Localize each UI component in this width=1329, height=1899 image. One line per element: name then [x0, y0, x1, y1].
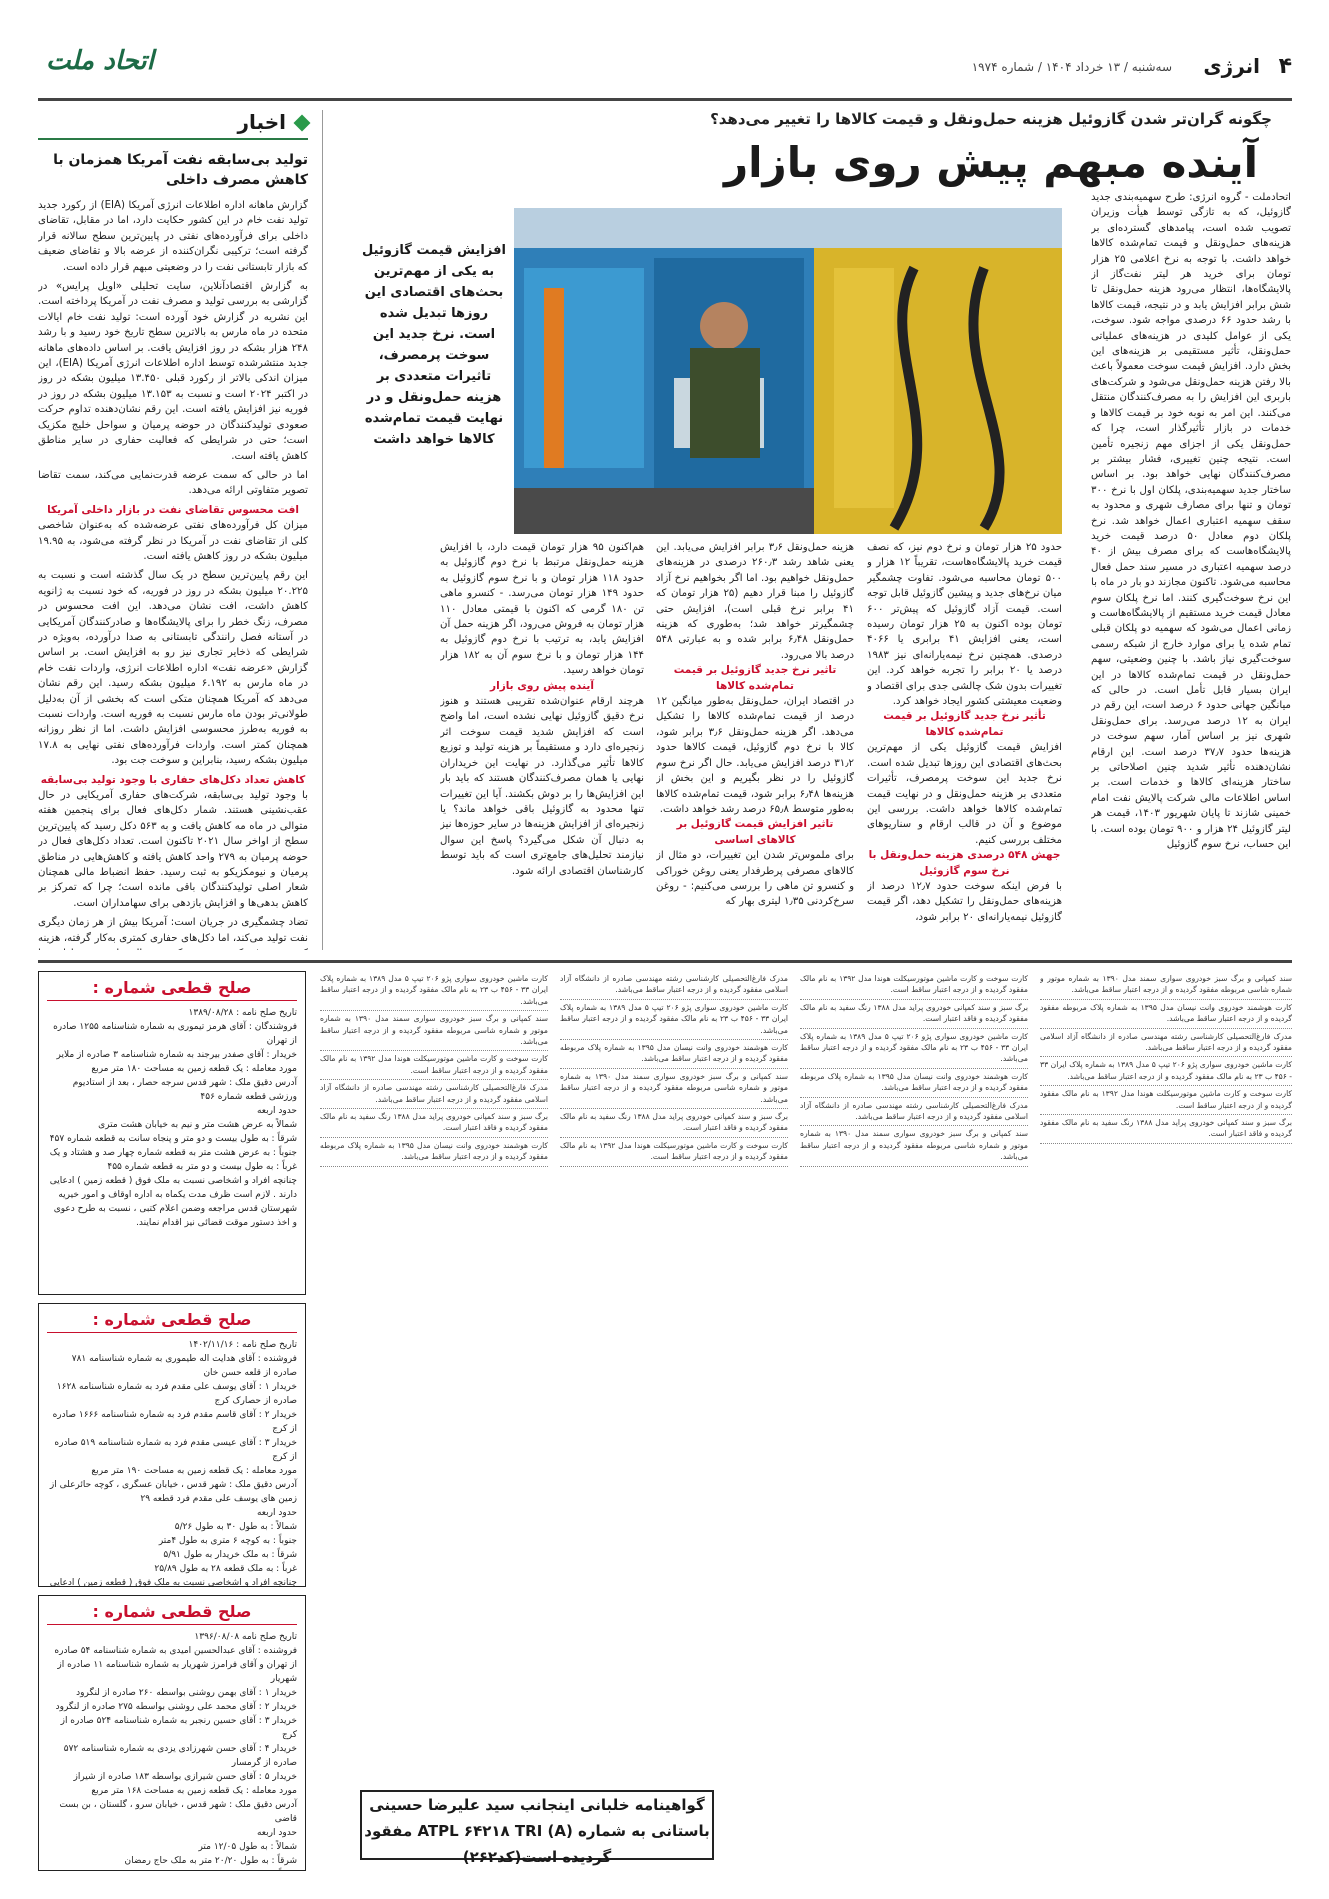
ad-item: کارت ماشین خودروی سواری پژو ۲۰۶ تیپ ۵ مدل ۱۳۸۹ به شماره پلاک ایران ۳۳ - ۴۵۶ ب ۲۳ به نام مالک مفقود گردیده و از درجه اعتبار ساقط می‌باشد. [320, 971, 548, 1011]
article-paragraph: افزایش قیمت گازوئیل یکی از مهم‌ترین بحث‌های اقتصادی این روزها تبدیل شده است. نرخ جدید این سوخت پرمصرف، تأثیرات متعددی بر هزینه حمل‌ونقل و در نهایت قیمت تمام‌شده کالاها خواهد داشت. بررسی این موضوع و آن در قالب ارقام و سناریوهای مختلف بررسی کنیم. [867, 742, 1062, 846]
article-paragraph: حدود ۲۵ هزار تومان و نرخ دوم نیز، که نصف قیمت خرید پالایشگاه‌هاست، تقریباً ۱۲ هزار و ۵۰۰ تومان محاسبه می‌شود. تفاوت چشمگیر میان نرخ‌های جدید و پیشین گازوئیل قابل توجه است. قیمت آزاد گازوئیل که پیش‌تر ۶۰۰ تومان بوده اکنون به ۲۵ هزار تومان رسیده است، یعنی افزایش ۴۱ برابری یا ۴۰۶۶ درصدی. همچنین نرخ نیمه‌یارانه‌ای نیز ۱۹۸۳ درصد یا ۲۰ برابر را تجربه خواهد کرد. این تغییرات بدون شک چالشی جدی برای اقتصاد و وضعیت معیشتی کشور ایجاد خواهد کرد. [867, 542, 1062, 708]
verdict-title: صلح قطعی شماره : [47, 1310, 297, 1333]
verdict-line: جنوباً : به کوچه ۶ متری به طول ۴متر [158, 1536, 297, 1546]
ad-item: برگ سبز و سند کمپانی خودروی پراید مدل ۱۳۸۸ رنگ سفید به نام مالک مفقود گردیده و فاقد اعتبار است. [800, 1000, 1028, 1029]
article-paragraph: هم‌اکنون ۹۵ هزار تومان قیمت دارد، با افزایش هزینه حمل‌ونقل مرتبط با نرخ دوم گازوئیل به حدود ۱۱۸ هزار تومان و با نرخ سوم گازوئیل به حدود ۱۴۹ هزار تومان می‌رسد. - کنسرو ماهی تن ۱۸۰ گرمی که اکنون با قیمتی معادل ۱۱۰ هزار تومان به فروش می‌رود، اگر هزینه حمل آن افزایش یابد، به ترتیب با نرخ دوم گازوئیل به ۱۴۴ هزار تومان و با نرخ سوم آن به ۱۸۲ هزار تومان خواهد رسید. [440, 542, 644, 677]
masthead-logo: اتحاد ملت [46, 46, 154, 76]
article-subhead: تأثیر نرخ جدید گازوئیل بر قیمت تمام‌شده کالاها [883, 710, 1046, 738]
verdict-line: شرقاً : به طول ۲۰/۲۰ متر به ملک حاج رمضان [124, 1856, 297, 1866]
verdict-line: خریدار ۴ : آقای حسن شهرزادی یزدی به شماره شناسنامه ۵۷۲ صادره از گرمسار [63, 1744, 297, 1768]
verdict-line: حدود اربعه [256, 1106, 297, 1116]
news-subhead: کاهش تعداد دکل‌های حفاری با وجود تولید بی‌سابقه [40, 773, 306, 786]
column-divider [322, 110, 323, 950]
verdict-line: مورد معامله : یک قطعه زمین به مساحت ۱۸۰ متر مربع [91, 1064, 297, 1074]
page-header [38, 40, 1292, 101]
article-subhead: آینده پیش روی بازار [490, 679, 594, 692]
article-column-4 [440, 540, 644, 952]
ad-item: کارت هوشمند خودروی وانت نیسان مدل ۱۳۹۵ به شماره پلاک مربوطه مفقود گردیده و از درجه اعتبار ساقط می‌باشد. [1040, 1000, 1292, 1029]
verdict-line: شرقاً : به طول بیست و دو متر و پنجاه سانت به قطعه شماره ۴۵۷ [49, 1134, 297, 1144]
pull-quote: افزایش قیمت گازوئیل به یکی از مهم‌ترین بحث‌های اقتصادی این روزها تبدیل شده است. نرخ جدید این سوخت پرمصرف، تاثیرات متعددی بر هزینه حمل‌ونقل و در نهایت قیمت تمام‌شده کالاها خواهد داشت [362, 243, 506, 447]
article-photo [514, 208, 1062, 534]
verdict-line: خریدار ۵ : آقای حسن شیرازی بواسطه ۱۸۳ صادره از شیراز [73, 1772, 297, 1782]
verdict-line: آدرس دقیق ملک : شهر قدس ، خیابان سرو ، گلستان ، بن بست قاضی [59, 1800, 297, 1824]
verdict-line: خریدار ۲ : آقای قاسم مقدم فرد به شماره شناسنامه ۱۶۶۶ صادره از کرج [52, 1410, 297, 1434]
news-paragraph: به گزارش اقتصادآنلاین، سایت تحلیلی «اویل پرایس» در گزارشی به بررسی تولید و مصرف نفت در آمریکا پرداخته است. این نشریه در گزارش خود آورده است: تولید نفت خام ایالات متحده در ماه مارس به بالاترین سطح تاریخ خود رسید و با رشد ۲۴۸ هزار بشکه در روز افزایش یافت. بر اساس داده‌های ماهانه جدید منتشرشده توسط اداره اطلاعات انرژی آمریکا (EIA)، این میزان اندکی بالاتر از رکورد قبلی ۱۳.۴۵۰ میلیون بشکه در روز در اکتبر ۲۰۲۴ است و نسبت به ۱۳.۱۵۳ میلیون بشکه در روز در فوریه نیز افزایش یافته است. این رقم نشان‌دهنده تداوم حرکت صعودی تولیدکنندگان در حوضه پرمیان و سواحل خلیج مکزیک است؛ حتی در شرایطی که فعالیت حفاری در سایر مناطق کاهش یافته است. [38, 281, 308, 462]
article-paragraph: برای ملموس‌تر شدن این تغییرات، دو مثال از کالاهای مصرفی پرطرفدار یعنی روغن خوراکی و کنسرو تن ماهی را بررسی می‌کنیم: - روغن سرخ‌کردنی ۱٫۳۵ لیتری بهار که [656, 850, 854, 908]
article-subhead: تاثیر نرخ جدید گازوئیل بر قیمت تمام‌شده کالاها [673, 664, 837, 692]
verdict-column [38, 971, 306, 1871]
verdict-line: غرباً : به طول بیست و دو متر به قطعه شماره ۴۵۵ [107, 1162, 297, 1172]
verdict-line: فروشندگان : آقای هرمز تیموری به شماره شناسنامه ۱۲۵۵ صادره از تهران [53, 1022, 297, 1046]
ads-column [560, 971, 788, 1751]
article-paragraph: در اقتصاد ایران، حمل‌ونقل به‌طور میانگین ۱۲ درصد از قیمت تمام‌شده کالاها را تشکیل می‌دهد. اگر هزینه حمل‌ونقل ۳٫۶ برابر شود، کالا با نرخ دوم گازوئیل، قیمت کالاها حدود ۳۱٫۲ درصد افزایش می‌یابد. حال اگر نرخ سوم گازوئیل را در نظر بگیریم و این بخش از هزینه‌ها ۶٫۴۸ برابر شود، قیمت تمام‌شده کالاها به‌طور متوسط ۶۵٫۸ درصد رشد خواهد داشت. [656, 696, 854, 815]
verdict-line: حدود اربعه [256, 1828, 297, 1838]
verdict-line: شمالاً به عرض هشت متر و نیم به خیابان هشت متری [98, 1120, 297, 1130]
news-paragraph: با وجود تولید بی‌سابقه، شرکت‌های حفاری آمریکایی در حال عقب‌نشینی هستند. شمار دکل‌های فعال برای پنجمین هفته متوالی در ماه مه کاهش یافت و به ۵۶۳ دکل رسید که پایین‌ترین سطح از اواخر سال ۲۰۲۱ تاکنون است. تعداد دکل‌های فعال در حوضه پرمیان به ۲۷۹ واحد کاهش یافته و کاهش‌هایی در مناطق پرمیان و نیومکزیکو به ثبت رسید. حفظ انضباط مالی همچنان شعار اصلی تولیدکنندگان باقی مانده است؛ چرا که تمرکز بر کاهش بدهی‌ها و افزایش بازدهی برای سهامداران است. [38, 790, 308, 909]
verdict-line: خریدار ۱ : آقای بهمن روشنی بواسطه ۲۶۰ صادره از لنگرود [76, 1688, 297, 1698]
fuel-station-photo [514, 208, 1062, 534]
ad-item: مدرک فارغ‌التحصیلی کارشناسی رشته مهندسی صادره از دانشگاه آزاد اسلامی مفقود گردیده و از درجه اعتبار ساقط می‌باشد. [560, 971, 788, 1000]
article-subhead: جهش ۵۴۸ درصدی هزینه حمل‌ونقل با نرخ سوم گازوئیل [868, 849, 1061, 877]
ad-item: کارت ماشین خودروی سواری پژو ۲۰۶ تیپ ۵ مدل ۱۳۸۹ به شماره پلاک ایران ۳۳ - ۴۵۶ ب ۲۳ به نام مالک مفقود گردیده و از درجه اعتبار ساقط می‌باشد. [800, 1029, 1028, 1069]
verdict-line: خریدار ۲ : آقای محمد علی روشنی بواسطه ۲۷۵ صادره از لنگرود [55, 1702, 297, 1712]
verdict-line: حدود اربعه [256, 1508, 297, 1518]
verdict-line: مورد معامله : یک قطعه زمین به مساحت ۱۹۰ متر مربع [91, 1466, 297, 1476]
verdict-line [47, 1868, 297, 1871]
article-paragraph: هرچند ارقام عنوان‌شده تقریبی هستند و هنوز نرخ دقیق گازوئیل نهایی نشده است، اما واضح است که افزایش شدید قیمت سوخت اثر زنجیره‌ای دارد و مستقیماً بر هزینه تولید و توزیع کالاها تأثیر می‌گذارد. در نهایت این خریداران نهایی یا همان مصرف‌کنندگان هستند که باید بار این افزایش‌ها را بر دوش بکشند. آیا این تغییرات تنها محدود به گازوئیل باقی خواهد ماند؟ یا زنجیره‌ای از افزایش هزینه‌ها در سایر حوزه‌ها نیز به دنبال آن شکل می‌گیرد؟ پاسخ این سوال نیازمند تحلیل‌های جامع‌تری است که باید توسط کارشناسان اقتصادی ارائه شود. [440, 696, 644, 877]
ad-item: کارت هوشمند خودروی وانت نیسان مدل ۱۳۹۵ به شماره پلاک مربوطه مفقود گردیده و از درجه اعتبار ساقط می‌باشد. [800, 1069, 1028, 1098]
news-section-title: اخبار [237, 110, 286, 134]
ad-item: سند کمپانی و برگ سبز خودروی سواری سمند مدل ۱۳۹۰ به شماره موتور و شماره شاسی مربوطه مفقود گردیده و از درجه اعتبار ساقط می‌باشد. [320, 1011, 548, 1051]
classified-ads-section [38, 960, 1292, 1866]
issue-info: سه‌شنبه / ۱۳ خرداد ۱۴۰۴ / شماره ۱۹۷۴ [971, 60, 1172, 74]
ad-item: برگ سبز و سند کمپانی خودروی پراید مدل ۱۳۸۸ رنگ سفید به نام مالک مفقود گردیده و فاقد اعتبار است. [1040, 1115, 1292, 1144]
news-subhead: افت محسوس تقاضای نفت در بازار داخلی آمریکا [47, 503, 299, 516]
verdict-line: تاریخ صلح نامه ۱۳۹۶/۰۸/۰۸ [194, 1632, 297, 1642]
ads-column [320, 971, 548, 1751]
ad-item: کارت سوخت و کارت ماشین موتورسیکلت هوندا مدل ۱۳۹۲ به نام مالک مفقود گردیده و از درجه اعتبار ساقط است. [1040, 1086, 1292, 1115]
ad-item: مدرک فارغ‌التحصیلی کارشناسی رشته مهندسی صادره از دانشگاه آزاد اسلامی مفقود گردیده و از درجه اعتبار ساقط می‌باشد. [320, 1080, 548, 1109]
ad-item: برگ سبز و سند کمپانی خودروی پراید مدل ۱۳۸۸ رنگ سفید به نام مالک مفقود گردیده و فاقد اعتبار است. [560, 1109, 788, 1138]
page-number: ۴ [1278, 54, 1292, 79]
verdict-line: غرباً : به ملک قطعه ۲۸ به طول ۲۵/۸۹ [154, 1564, 297, 1574]
verdict-line: آدرس دقیق ملک : شهر قدس سرجه حصار ، بعد از استادیوم ورزشی قطعه شماره ۴۵۶ [72, 1078, 297, 1102]
verdict-box [38, 1595, 306, 1871]
ad-item: کارت ماشین خودروی سواری پژو ۲۰۶ تیپ ۵ مدل ۱۳۸۹ به شماره پلاک ایران ۳۳ - ۴۵۶ ب ۲۳ به نام مالک مفقود گردیده و از درجه اعتبار ساقط می‌باشد. [560, 1000, 788, 1040]
verdict-line: مورد معامله : یک قطعه زمین به مساحت ۱۶۸ متر مربع [91, 1786, 297, 1796]
article-paragraph: هزینه حمل‌ونقل ۳٫۶ برابر افزایش می‌یابد. این یعنی شاهد رشد ۲۶۰٫۳ درصدی در هزینه‌های حمل‌ونقل خواهیم بود. اما اگر بخواهیم نرخ آزاد گازوئیل را مبنا قرار دهیم (۲۵ هزار تومان که ۴۱ برابر نرخ قبلی است)، افزایش حتی چشمگیرتر خواهد شد؛ به‌طوری که هزینه حمل‌ونقل ۶٫۴۸ برابر شده و به عبارتی ۵۴۸ درصد بالا می‌رود. [656, 542, 854, 661]
verdict-line: شرقاً : به ملک خریدار به طول ۵/۹۱ [163, 1550, 297, 1560]
diamond-icon [294, 115, 311, 132]
verdict-line: آدرس دقیق ملک : شهر قدس ، خیابان عسگری ، کوچه حائرعلی از زمین های یوسف علی مقدم فرد قطعه ۲۹ [49, 1480, 297, 1504]
ad-item: مدرک فارغ‌التحصیلی کارشناسی رشته مهندسی صادره از دانشگاه آزاد اسلامی مفقود گردیده و از درجه اعتبار ساقط می‌باشد. [800, 1098, 1028, 1127]
verdict-line: فروشنده : آقای هدایت اله طیموری به شماره شناسنامه ۷۸۱ صادره از قلعه حسن خان [71, 1354, 297, 1378]
article-column-3 [656, 540, 854, 952]
news-paragraph: میزان کل فرآورده‌های نفتی عرضه‌شده که به‌عنوان شاخصی کلی از تقاضای نفت در آمریکا در نظر گرفته می‌شود، به ۱۹.۹۵ میلیون بشکه در روز کاهش یافته است. [38, 520, 308, 562]
article-headline: آینده مبهم پیش روی بازار [723, 138, 1259, 187]
news-paragraph: گزارش ماهانه اداره اطلاعات انرژی آمریکا (EIA) از رکورد جدید تولید نفت خام در این کشور حکایت دارد، اما در مقابل، تقاضای داخلی برای فرآورده‌های نفتی در پایین‌ترین سطح سالانه قرار گرفته است؛ ترکیبی نگران‌کننده از عرضه بالا و تقاضای ضعیف که بازار تابستانی نفت را در وضعیتی مبهم قرار داده است. [38, 200, 308, 273]
ad-item: مدرک فارغ‌التحصیلی کارشناسی رشته مهندسی صادره از دانشگاه آزاد اسلامی مفقود گردیده و از درجه اعتبار ساقط می‌باشد. [1040, 1029, 1292, 1058]
verdict-title: صلح قطعی شماره : [47, 978, 297, 1001]
verdict-line: تاریخ صلح نامه : ۱۴۰۲/۱۱/۱۶ [188, 1340, 297, 1350]
verdict-line: شمالاً : به طول ۳۰ به طول ۵/۲۶ [174, 1522, 297, 1532]
verdict-line: چنانچه افراد و اشخاصی نسبت به ملک فوق ( قطعه زمین ) ادعایی [49, 1578, 297, 1587]
verdict-line: چنانچه افراد و اشخاصی نسبت به ملک فوق ( قطعه زمین ) ادعایی دارند . لازم است ظرف مدت یکماه به اداره اوقاف و امور خیریه شهرستان قدس مراجعه وضمن اعلام کتبی ، نسبت به طرح دعوی و اخذ دستور موقت قضائی نیز اقدام نمایند. [49, 1176, 297, 1228]
lost-license-notice: گواهینامه خلبانی اینجانب سید علیرضا حسینی باستانی به شماره (ATPL ۶۴۲۱۸ TRI (A مفقود گردیده است(کد۲۶۲) [360, 1790, 714, 1860]
verdict-line: شمالاً : به طول ۱۲/۰۵ متر [198, 1842, 297, 1852]
verdict-line: جنوباً : به عرض هشت متر به قطعه شماره چهار صد و هشتاد و یک [49, 1148, 297, 1158]
ad-item: سند کمپانی و برگ سبز خودروی سواری سمند مدل ۱۳۹۰ به شماره موتور و شماره شاسی مربوطه مفقود گردیده و از درجه اعتبار ساقط می‌باشد. [800, 1126, 1028, 1166]
verdict-line: خریدار ۳ : آقای عیسی مقدم فرد به شماره شناسنامه ۵۱۹ صادره از کرج [54, 1438, 297, 1462]
section-name: انرژی [1203, 54, 1260, 78]
news-paragraph: اما در حالی که سمت عرضه قدرت‌نمایی می‌کند، سمت تقاضا تصویر متفاوتی ارائه می‌دهد. [38, 469, 308, 497]
verdict-line: خریدار ۳ : آقای حسین رنجبر به شماره شناسنامه ۵۲۴ صادره از کرج [60, 1716, 297, 1740]
news-body [38, 198, 308, 950]
ad-item: کارت سوخت و کارت ماشین موتورسیکلت هوندا مدل ۱۳۹۲ به نام مالک مفقود گردیده و از درجه اعتبار ساقط است. [800, 971, 1028, 1000]
news-paragraph: این رقم پایین‌ترین سطح در یک سال گذشته است و نسبت به ۲۰.۲۲۵ میلیون بشکه در روز در فوریه، که خود نسبت به ژانویه کاهش داشت، افت نشان می‌دهد. این افت محسوس در مصرف، زنگ خطر را برای پالایشگاه‌ها و صادرکنندگان آمریکایی در آستانه فصل رانندگی تابستانی به صدا درآورده، به‌ویژه در شرایطی که ذخایر تجاری نیز رو به افزایش است. بر اساس گزارش «عرضه نفت» اداره اطلاعات انرژی، واردات نفت خام در ماه مارس به ۶.۱۹۲ میلیون بشکه رسید. این رقم نشان می‌دهد که آمریکا همچنان متکی است که بخشی از آن به‌دلیل طولانی‌تر بودن ماه مارس نسبت به فوریه است. واردات نسبت به فوریه به‌طرز محسوسی افزایش داشت. اما از نظر روزانه همچنان کمتر است. واردات فرآورده‌های نفتی نهایی به ۱۷.۸ میلیون بشکه رسید، بنابراین و سوخت جت بود. [38, 570, 308, 767]
ad-item: کارت ماشین خودروی سواری پژو ۲۰۶ تیپ ۵ مدل ۱۳۸۹ به شماره پلاک ایران ۳۳ - ۴۵۶ ب ۲۳ به نام مالک مفقود گردیده و از درجه اعتبار ساقط می‌باشد. [1040, 1057, 1292, 1086]
ad-item: سند کمپانی و برگ سبز خودروی سواری سمند مدل ۱۳۹۰ به شماره موتور و شماره شاسی مربوطه مفقود گردیده و از درجه اعتبار ساقط می‌باشد. [560, 1069, 788, 1109]
ads-column [800, 971, 1028, 1851]
news-section-header [38, 110, 308, 140]
article-column-2 [867, 540, 1062, 952]
ads-column [1040, 971, 1292, 1851]
verdict-line: فروشنده : آقای عبدالحسین امیدی به شماره شناسنامه ۵۴ صادره از تهران و آقای فرامرز شهریار به شماره شناسنامه ۱۱ صادره از شهریار [54, 1646, 297, 1684]
verdict-line: خریدار : آقای صفدر بیرجند به شماره شناسنامه ۳ صادره از ملایر [56, 1050, 297, 1060]
verdict-line: تاریخ صلح نامه : ۱۳۸۹/۰۸/۲۸ [188, 1008, 297, 1018]
news-headline: تولید بی‌سابقه نفت آمریکا همزمان با کاهش مصرف داخلی [53, 152, 308, 188]
ad-item: کارت هوشمند خودروی وانت نیسان مدل ۱۳۹۵ به شماره پلاک مربوطه مفقود گردیده و از درجه اعتبار ساقط می‌باشد. [560, 1040, 788, 1069]
article-column-1: اتحادملت - گروه انرژی: طرح سهمیه‌بندی جدید گازوئیل، که به تازگی توسط هیأت وزیران تصویب شده است، پیامدهای گسترده‌ای بر هزینه‌های حمل‌ونقل و قیمت تمام‌شده کالاها خواهد داشت. با توجه به نرخ اعلامی ۲۵ هزار تومان برای خرید هر لیتر نفت‌گاز از پالایشگاه‌ها، انتظار می‌رود هزینه حمل‌ونقل تا شش برابر افزایش یابد و در نتیجه، قیمت کالاها با رشد حدود ۶۶ درصدی مواجه شود. سوخت، یکی از عوامل کلیدی در هزینه‌های عملیاتی حمل‌ونقل، تأثیر مستقیمی بر هزینه‌های این بخش دارد. افزایش قیمت سوخت معمولاً باعث بالا رفتن هزینه حمل‌ونقل می‌شود و شرکت‌های باربری این افزایش را به مصرف‌کنندگان منتقل می‌کنند. این امر به نوبه خود بر قیمت کالاها و خدمات در بازار تأثیرگذار است، چرا که حمل‌ونقل یکی از اجزای مهم زنجیره تأمین است. نتیجه چنین تغییری، فشار بیشتر بر مصرف‌کنندگان نهایی خواهد بود. بر اساس ساختار جدید سهمیه‌بندی، پلکان اول با نرخ ۳۰۰ تومان و تنها برای مصارف شهری و محدود به سقف سهمیه اعتباری اعمال خواهد شد. نرخ پلکان دوم معادل ۵۰ درصد قیمت خرید پالایشگاه‌هاست که برای مصرف بیش از ۴۰ درصد سهمیه اعتباری در مسیر سند حمل فعال محاسبه می‌شود. تاکنون مجازند دو بار در ماه با این نرخ سوخت‌گیری کنند. اما نرخ پلکان سوم معادل قیمت خرید مستقیم از پالایشگاه‌هاست و زمانی اعمال می‌شود که سهمیه دو پلکان قبلی تمام شده یا برای موارد خارج از شبکه رسمی سوخت‌گیری نیاز باشد. با چنین وضعیتی، سهم حمل‌ونقل در قیمت تمام‌شده کالاها در این ایران بسیار قابل تأمل است. در حالی که میانگین جهانی حدود ۶ درصد است، این رقم در ایران به ۱۲ درصد می‌رسد. برای حمل‌ونقل شهری نیز بر اساس آمار، سهم سوخت در هزینه‌ها حدود ۳۷٫۷ درصد است. این ارقام نشان‌دهنده تأثیر شدید چنین اصلاحاتی بر ساختار هزینه‌ای کالاها و خدمات است. بر اساس اطلاعات مالی شرکت پالایش نفت امام خمینی شازند تا پایان شهریور ۱۴۰۳، قیمت هر لیتر گازوئیل ۲۴ هزار و ۹۰۰ تومان بوده است. با این حساب، نرخ سوم گازوئیل [1091, 192, 1291, 851]
ad-item: کارت سوخت و کارت ماشین موتورسیکلت هوندا مدل ۱۳۹۲ به نام مالک مفقود گردیده و از درجه اعتبار ساقط است. [560, 1138, 788, 1167]
verdict-title: صلح قطعی شماره : [47, 1602, 297, 1625]
news-paragraph: تضاد چشمگیری در جریان است: آمریکا بیش از هر زمان دیگری نفت تولید می‌کند، اما دکل‌های حفاری کمتری به‌کار گرفته، هزینه [38, 917, 308, 944]
ad-item: کارت هوشمند خودروی وانت نیسان مدل ۱۳۹۵ به شماره پلاک مربوطه مفقود گردیده و از درجه اعتبار ساقط می‌باشد. [320, 1138, 548, 1167]
ad-item: برگ سبز و سند کمپانی خودروی پراید مدل ۱۳۸۸ رنگ سفید به نام مالک مفقود گردیده و فاقد اعتبار است. [320, 1109, 548, 1138]
ad-item: کارت سوخت و کارت ماشین موتورسیکلت هوندا مدل ۱۳۹۲ به نام مالک مفقود گردیده و از درجه اعتبار ساقط است. [320, 1051, 548, 1080]
article-subhead: تاثیر افزایش قیمت گازوئیل بر کالاهای اساسی [676, 818, 834, 846]
verdict-box [38, 971, 306, 1295]
verdict-box [38, 1303, 306, 1587]
article-paragraph: با فرض اینکه سوخت حدود ۱۲٫۷ درصد از هزینه‌های حمل‌ونقل را تشکیل دهد، اگر قیمت گازوئیل نیمه‌یارانه‌ای ۲۰ برابر شود، [867, 880, 1062, 923]
verdict-line: خریدار ۱ : آقای یوسف علی مقدم فرد به شماره شناسنامه ۱۶۲۸ صادره از حصارک کرج [56, 1382, 297, 1406]
ad-item: سند کمپانی و برگ سبز خودروی سواری سمند مدل ۱۳۹۰ به شماره موتور و شماره شاسی مربوطه مفقود گردیده و از درجه اعتبار ساقط می‌باشد. [1040, 971, 1292, 1000]
article-kicker: چگونه گران‌تر شدن گازوئیل هزینه حمل‌ونقل و قیمت کالاها را تغییر می‌دهد؟ [710, 110, 1272, 128]
